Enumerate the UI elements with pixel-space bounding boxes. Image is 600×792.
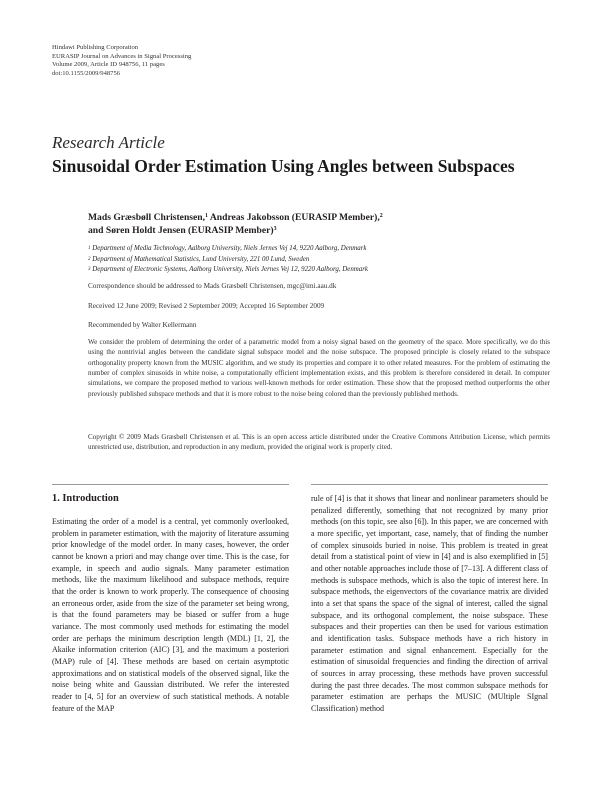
author-sup: 2 (379, 213, 383, 219)
recommended-by: Recommended by Walter Kellermann (88, 321, 197, 329)
body-column-right: rule of [4] is that it shows that linear and nonlinear parameters should be penalized differently, something that not recognized by many prior methods (on this topic, see also [6]). In this paper, we are concerned with a more specific, yet important, case, namely, that of finding the number of complex sinusoids buried in noise. This problem is treated in great detail from a statistical point of view in [4] and is also exemplified in [5] and other notable approaches include those of [7–13]. A different class of methods is subspace methods, which is also the topic of interest here. In subspace methods, the eigenvectors of the covariance matrix are divided into a set that spans the space of the signal of interest, called the signal subspace, and its orthogonal complement, the noise subspace. These subspaces and their properties can then be used for various estimation and identification tasks. Subspace methods have a rich history in parameter estimation and signal enhancement. Especially for the estimation of sinusoidal frequencies and finding the direction of arrival of sources in array processing, these methods have proven successful during the past three decades. The most common subspace methods for parameter estimation are perhaps the MUSIC (MUltiple SIgnal Classification) method (311, 494, 548, 713)
affiliation-sup: 3 (88, 267, 91, 273)
affiliation-text: Department of Electronic Systems, Aalborg University, Niels Jernes Vej 12, 9220 Aalborg, Denmark (92, 266, 368, 274)
affiliation (88, 265, 368, 276)
section-divider (52, 484, 289, 485)
journal-name: EURASIP Journal on Advances in Signal Processing (52, 52, 192, 60)
author-sup: 3 (273, 226, 277, 232)
author-prefix: and (88, 225, 106, 236)
author-name: Mads Græsbøll Christensen, (88, 212, 205, 223)
affiliation (88, 255, 368, 266)
affiliation-sup: 2 (88, 256, 91, 262)
article-kind: Research Article (52, 133, 165, 152)
affiliation-text: Department of Media Technology, Aalborg University, Niels Jernes Vej 14, 9220 Aalborg, Denmark (92, 245, 367, 252)
author-sup: 1 (205, 213, 208, 219)
abstract: We consider the problem of determining the order of a parametric model from a noisy signal based on the geometry of the space. More specifically, we do this using the nontrivial angles between the candidate signal subspace model and the noise subspace. The proposed principle is closely related to the subspace orthogonality property known from the MUSIC algorithm, and we study its properties and compare it to other related measures. For the problem of estimating the number of complex sinusoids in white noise, a computationally efficient implementation exists, and this problem is therefore considered in detail. In computer simulations, we compare the proposed method to various well-known methods for order estimation. These show that the proposed method outperforms the other previously published subspace methods and that it is more robust to the noise being colored than the previously published methods. (88, 338, 550, 398)
journal-header (52, 44, 191, 78)
section-divider (311, 484, 548, 485)
affiliations (88, 244, 368, 276)
copyright: Copyright © 2009 Mads Græsbøll Christensen et al. This is an open access article distributed under the Creative Commons Attribution License, which permits unrestricted use, distribution, and reproduction in any medium, provided the original work is properly cited. (88, 433, 550, 452)
article-title: Sinusoidal Order Estimation Using Angles between Subspaces (52, 156, 515, 176)
affiliation-sup: 1 (88, 246, 91, 251)
doi: doi:10.1155/2009/948756 (52, 69, 121, 77)
author-line-2 (88, 224, 383, 237)
author-name: Søren Holdt Jensen (EURASIP Member) (105, 225, 274, 236)
author-line-1 (88, 211, 383, 224)
affiliation-text: Department of Mathematical Statistics, Lund University, 221 00 Lund, Sweden (92, 255, 310, 263)
affiliation (88, 244, 368, 255)
section-title: 1. Introduction (52, 493, 119, 504)
correspondence: Correspondence should be addressed to Mads Græsbøll Christensen, mgc@imi.aau.dk (88, 282, 337, 290)
author-list (88, 211, 383, 237)
dates: Received 12 June 2009; Revised 2 September 2009; Accepted 16 September 2009 (88, 302, 325, 310)
publisher: Hindawi Publishing Corporation (52, 44, 139, 51)
author-name: Andreas Jakobsson (EURASIP Member), (209, 212, 380, 223)
volume-info: Volume 2009, Article ID 948756, 11 pages (52, 61, 165, 69)
body-column-left: Estimating the order of a model is a central, yet commonly overlooked, problem in parameter estimation, with the majority of literature assuming prior knowledge of the model order. In many cases, however, the order cannot be known a priori and may change over time. This is the case, for example, in speech and audio signals. Many parameter estimation methods, like the maximum likelihood and subspace methods, require that the order is known to work properly. The consequence of choosing an erroneous order, aside from the size of the parameter set being wrong, is that the found parameters may be biased or suffer from a huge variance. The most commonly used methods for estimating the model order are perhaps the minimum description length (MDL) [1, 2], the Akaike information criterion (AIC) [3], and the maximum a posteriori (MAP) rule of [4]. These methods are based on certain asymptotic approximations and on statistical models of the observed signal, like the noise being white and Gaussian distributed. We refer the interested reader to [4, 5] for an overview of such statistical methods. A notable feature of the MAP (52, 517, 289, 713)
